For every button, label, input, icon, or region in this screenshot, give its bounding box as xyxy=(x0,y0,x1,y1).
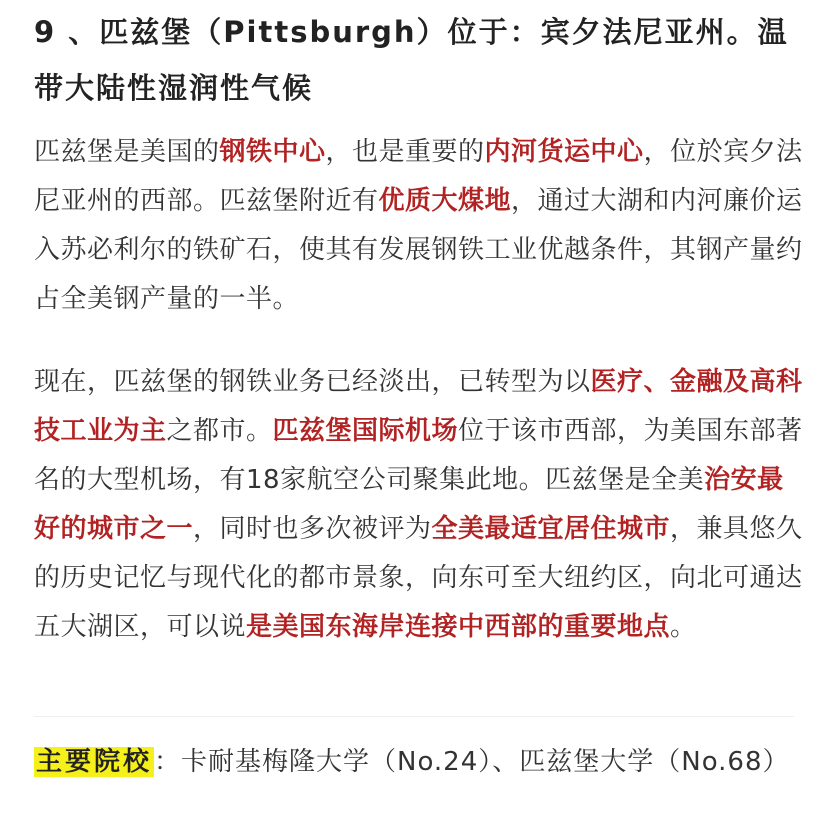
main-schools-list: ：卡耐基梅隆大学（No.24）、匹兹堡大学（No.68） xyxy=(154,747,790,777)
text-segment: 。 xyxy=(670,612,697,642)
highlighted-phrase: 全美最适宜居住城市 xyxy=(431,514,671,544)
paragraph-industry xyxy=(34,128,804,324)
text-segment: 匹兹堡是美国的 xyxy=(34,137,220,167)
text-segment: 位于该市西部，为美国东部著名的大型机场，有18家航空公司聚集此地。匹兹堡是全美 xyxy=(34,416,803,495)
divider xyxy=(34,716,794,717)
section-heading: 9 、匹兹堡（Pittsburgh）位于：宾夕法尼亚州。温带大陆性湿润性气候 xyxy=(34,15,789,105)
highlighted-phrase: 治安最好的城市之一 xyxy=(34,465,784,544)
main-schools-line xyxy=(34,737,804,787)
highlighted-phrase: 内河货运中心 xyxy=(484,137,644,167)
text-segment: ，位於宾夕法尼亚州的西部。匹兹堡附近有 xyxy=(34,137,803,216)
main-schools-label: 主要院校 xyxy=(36,747,153,777)
text-segment: ，同时也多次被评为 xyxy=(193,514,432,544)
highlighted-phrase: 匹兹堡国际机场 xyxy=(272,416,459,446)
highlighted-phrase: 医疗、金融及高科技工业为主 xyxy=(34,367,803,446)
text-segment: ，也是重要的 xyxy=(325,137,485,167)
highlighted-phrase: 钢铁中心 xyxy=(219,137,326,167)
text-segment: 之都市。 xyxy=(166,416,273,446)
text-segment: ，兼具悠久的历史记忆与现代化的都市景象，向东可至大纽约区，向北可通达五大湖区，可以说 xyxy=(34,514,803,642)
paragraph-modern-city xyxy=(34,358,804,652)
text-segment: ，通过大湖和内河廉价运入苏必利尔的铁矿石，使其有发展钢铁工业优越条件，其钢产量约占全美钢产量的一半。 xyxy=(34,186,803,314)
highlighted-phrase: 优质大煤地 xyxy=(378,186,512,216)
highlighted-phrase: 是美国东海岸连接中西部的重要地点 xyxy=(246,612,671,642)
text-segment: 现在，匹兹堡的钢铁业务已经淡出，已转型为以 xyxy=(34,367,591,397)
